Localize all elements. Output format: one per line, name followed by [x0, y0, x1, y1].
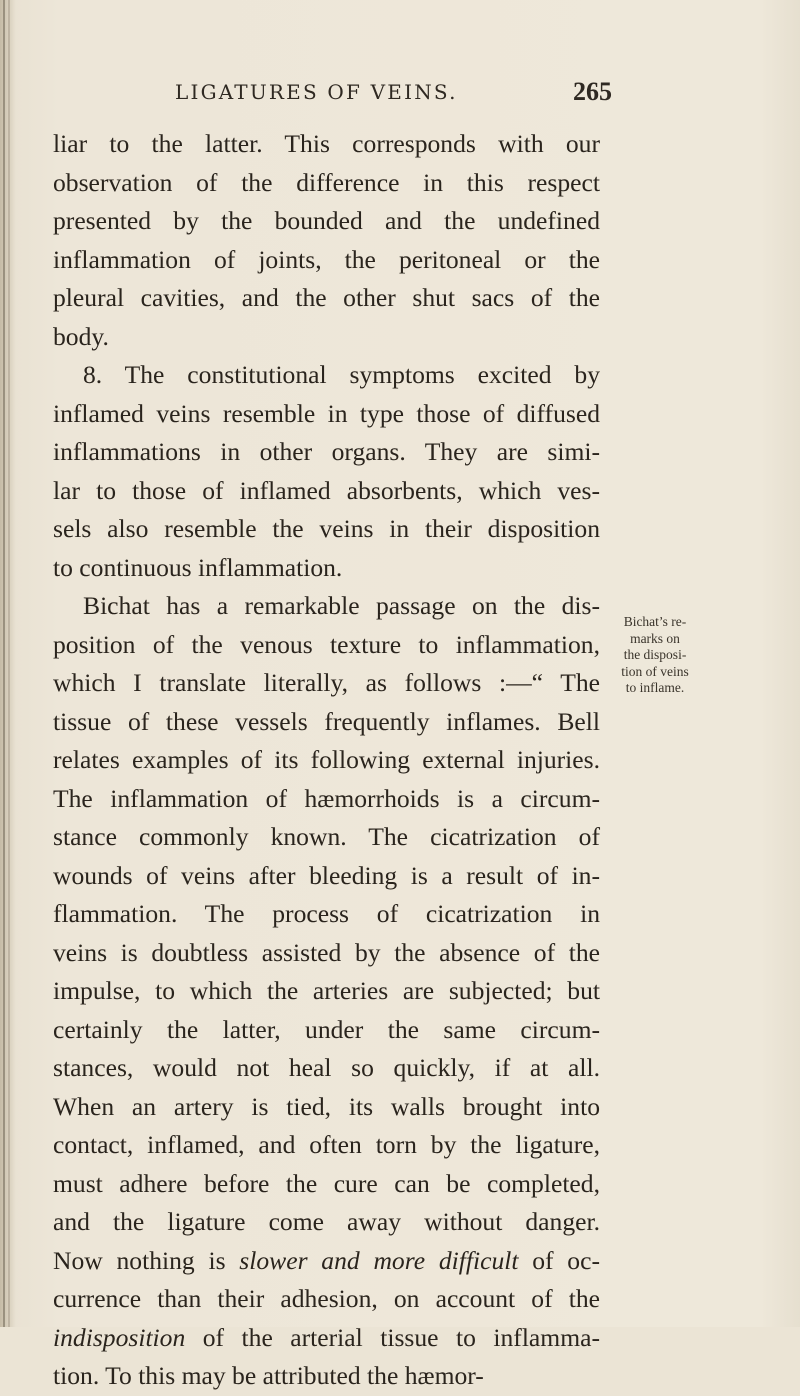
text-line: When an artery is tied, its walls brought into — [53, 1091, 600, 1121]
text-segment: of the arterial tissue to inflamma- — [185, 1322, 600, 1352]
margin-note-line: the disposi- — [623, 647, 687, 663]
margin-note — [614, 614, 696, 697]
running-head — [0, 77, 800, 112]
text-line: stance commonly known. The cicatrization of — [53, 822, 600, 851]
text-line: contact, inflamed, and often torn by the ligature, — [53, 1130, 600, 1159]
text-line: sels also resemble the veins in their disposition — [53, 514, 600, 543]
text-line: which I translate literally, as follows :—“ The — [53, 668, 600, 697]
margin-note-line: Bichat’s re- — [623, 614, 687, 629]
text-line: pleural cavities, and the other shut sacs of the — [53, 283, 600, 312]
text-line: tion. To this may be attributed the hæmor- — [53, 1361, 484, 1390]
text-line: liar to the latter. This corresponds with our — [53, 129, 600, 158]
text-segment: Now nothing is — [53, 1245, 240, 1275]
text-line: and the ligature come away without danger. — [53, 1207, 600, 1236]
text-line-with-italic — [53, 1242, 600, 1281]
text-line: inflammations in other organs. They are simi- — [53, 437, 600, 466]
text-line: inflamed veins resemble in type those of diffused — [53, 398, 600, 428]
text-line: inflammation of joints, the peritoneal or the — [53, 244, 600, 274]
text-line: wounds of veins after bleeding is a result of in- — [53, 860, 600, 890]
page-number: 265 — [573, 77, 612, 106]
margin-note-line: tion of veins — [621, 663, 689, 679]
text-line: tissue of these vessels frequently inflames. Bell — [53, 706, 600, 736]
text-line: currence than their adhesion, on account of the — [53, 1284, 600, 1313]
body-text — [53, 125, 600, 1396]
text-line: position of the venous texture to inflammation, — [53, 629, 600, 659]
text-line: flammation. The process of cicatrization in — [53, 899, 600, 928]
text-line: The inflammation of hæmorrhoids is a circum- — [53, 783, 600, 813]
text-segment: of oc- — [518, 1245, 600, 1275]
text-line: impulse, to which the arteries are subjected; but — [53, 976, 600, 1005]
italic-word: indisposition — [53, 1322, 186, 1352]
text-line-with-italic — [53, 1319, 600, 1358]
text-line: presented by the bounded and the undefined — [53, 206, 600, 235]
paragraph-start-line: 8. The constitutional symptoms excited by — [83, 360, 600, 389]
italic-phrase: slower and more difficult — [239, 1245, 519, 1275]
binding-edge-line — [3, 0, 5, 1327]
margin-note-line: marks on — [630, 630, 680, 646]
text-line: to continuous inflammation. — [53, 552, 343, 582]
margin-note-line: to inflame. — [625, 680, 685, 696]
text-line: lar to those of inflamed absorbents, which ves- — [53, 475, 600, 505]
paragraph-start-line: Bichat has a remarkable passage on the dis- — [83, 591, 600, 620]
text-line: body. — [53, 321, 109, 351]
text-line: relates examples of its following external injuries. — [53, 745, 600, 774]
text-line: veins is doubtless assisted by the absence of the — [53, 937, 600, 967]
text-line: stances, would not heal so quickly, if at all. — [53, 1053, 600, 1082]
text-line: certainly the latter, under the same circum- — [53, 1014, 600, 1044]
running-title: LIGATURES OF VEINS. — [175, 80, 458, 104]
text-line: observation of the difference in this respect — [53, 167, 600, 197]
text-line: must adhere before the cure can be completed, — [53, 1168, 600, 1198]
binding-edge-line — [8, 0, 10, 1327]
